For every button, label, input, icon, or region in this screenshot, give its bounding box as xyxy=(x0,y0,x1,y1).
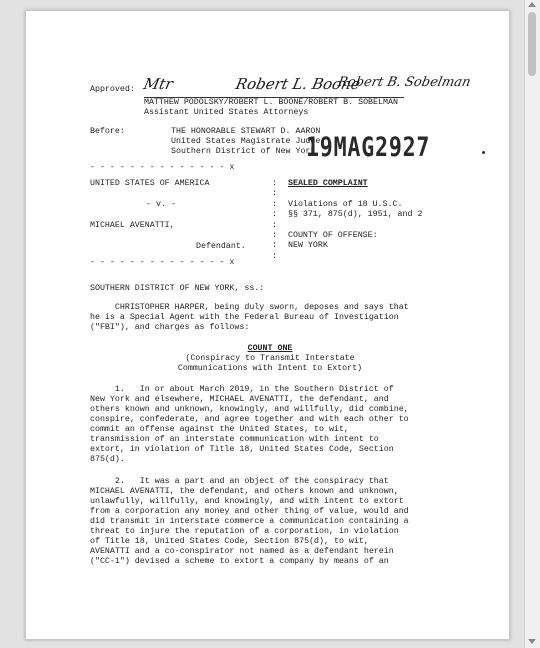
case-number-stamp: 19MAG2927 xyxy=(306,132,431,163)
signature-boone: Robert L. Boone xyxy=(234,75,362,93)
para2-line-8: AVENATTI and a co-conspirator not named as a defendant herein xyxy=(90,547,394,556)
para1-line-4: conspire, confederate, and agree together and with each other to xyxy=(90,415,409,424)
violations-line-2: §§ 371, 875(d), 1951, and 2 xyxy=(288,210,423,219)
para1-line-6: transmission of an interstate communication with intent to xyxy=(90,435,379,444)
judge-title: United States Magistrate Judge xyxy=(171,137,321,146)
county-value: NEW YORK xyxy=(288,241,328,250)
stamp-dot xyxy=(482,151,485,154)
para1-line-1: 1. In or about March 2019, in the Southern District of xyxy=(90,385,394,394)
intro-line-3: ("FBI"), and charges as follows: xyxy=(90,323,250,332)
signature-sobelman: Robert B. Sobelman xyxy=(336,75,472,90)
caption-defendant-label: Defendant. xyxy=(196,242,246,251)
para1-line-2: New York and elsewhere, MICHAEL AVENATTI, the defendant, and xyxy=(90,395,389,404)
caption-plaintiff: UNITED STATES OF AMERICA xyxy=(90,179,210,188)
para2-line-5: did transmit in interstate commerce a communication containing a xyxy=(90,517,409,526)
vertical-scrollbar[interactable] xyxy=(524,0,540,648)
count-one-subtitle-1: (Conspiracy to Transmit Interstate xyxy=(185,354,355,363)
violations-line-1: Violations of 18 U.S.C. xyxy=(288,200,403,209)
para2-line-1: 2. It was a part and an object of the conspiracy that xyxy=(90,477,389,486)
document-page xyxy=(25,10,510,640)
sealed-complaint-heading: SEALED COMPLAINT xyxy=(288,179,368,188)
scroll-up-arrow-icon[interactable] xyxy=(528,2,536,7)
caption-divider: : : : : : : : : xyxy=(272,179,277,261)
intro-line-2: he is a Special Agent with the Federal Bureau of Investigation xyxy=(90,313,399,322)
attorney-names: MATTHEW PODOLSKY/ROBERT L. BOONE/ROBERT B. SOBELMAN xyxy=(144,98,398,107)
signature-podolsky: Mtr xyxy=(142,75,175,93)
caption-top-rule: - - - - - - - - - - - - - - x xyxy=(90,163,235,172)
para1-line-8: 875(d). xyxy=(90,455,125,464)
caption-defendant: MICHAEL AVENATTI, xyxy=(90,221,175,230)
para2-line-4: from a corporation any money and other thing of value, would and xyxy=(90,507,409,516)
para2-line-9: ("CC-1") devised a scheme to extort a company by means of an xyxy=(90,557,389,566)
caption-bottom-rule: - - - - - - - - - - - - - - x xyxy=(90,258,235,267)
caption-versus: - v. - xyxy=(146,200,176,209)
para2-line-7: of Title 18, United States Code, Section 875(d), to wit, xyxy=(90,537,369,546)
count-one-subtitle-2: Communications with Intent to Extort) xyxy=(177,364,363,373)
judge-district: Southern District of New York xyxy=(171,147,316,156)
para2-line-3: unlawfully, willfully, and knowingly, and with intent to extort xyxy=(90,497,404,506)
before-label: Before: xyxy=(90,127,125,136)
count-one-title: COUNT ONE xyxy=(247,344,293,353)
para1-line-7: extort, in violation of Title 18, United States Code, Section xyxy=(90,445,394,454)
venue-line: SOUTHERN DISTRICT OF NEW YORK, ss.: xyxy=(90,284,265,293)
para1-line-3: others known and unknown, knowingly, and willfully, did combine, xyxy=(90,405,409,414)
approved-label: Approved: xyxy=(90,85,135,94)
scroll-down-arrow-icon[interactable] xyxy=(528,639,536,644)
scrollbar-thumb[interactable] xyxy=(528,12,536,76)
intro-line-1: CHRISTOPHER HARPER, being duly sworn, deposes and says that xyxy=(90,303,409,312)
para1-line-5: commit an offense against the United States, to wit, xyxy=(90,425,349,434)
para2-line-6: threat to injure the reputation of a corporation, in violation xyxy=(90,527,399,536)
para2-line-2: MICHAEL AVENATTI, the defendant, and others known and unknown, xyxy=(90,487,399,496)
attorney-title: Assistant United States Attorneys xyxy=(144,108,309,117)
judge-name: THE HONORABLE STEWART D. AARON xyxy=(171,127,321,136)
county-label: COUNTY OF OFFENSE: xyxy=(288,231,378,240)
